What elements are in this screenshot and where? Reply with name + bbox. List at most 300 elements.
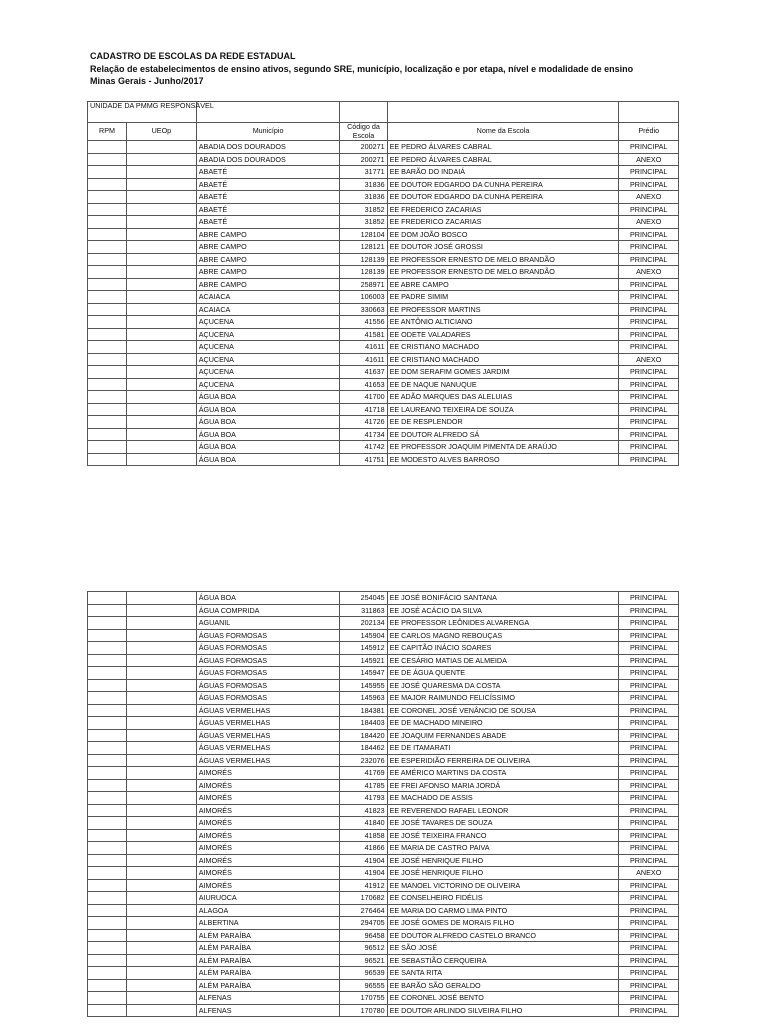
predio-cell: PRINCIPAL [619,378,679,391]
table-row [88,191,679,204]
codigo-cell: 41556 [340,316,387,329]
municipio-cell: ÁGUAS VERMELHAS [196,717,340,730]
table-row [88,278,679,291]
table-row [88,817,679,830]
municipio-cell: AIMORÉS [196,842,340,855]
predio-cell: PRINCIPAL [619,842,679,855]
municipio-cell: ABADIA DOS DOURADOS [196,153,340,166]
table-row [88,178,679,191]
municipio-cell: ABAETÉ [196,191,340,204]
codigo-cell: 96458 [340,929,387,942]
rpm-cell [88,629,127,642]
ueop-cell [126,428,196,441]
municipio-cell: ÁGUA BOA [196,403,340,416]
rpm-cell [88,366,127,379]
rpm-cell [88,428,127,441]
rpm-cell [88,729,127,742]
rpm-cell [88,817,127,830]
nome-escola-cell: EE MANOEL VICTORINO DE OLIVEIRA [387,879,619,892]
nome-escola-cell: EE FREI AFONSO MARIA JORDÁ [387,779,619,792]
municipio-cell: ÁGUAS FORMOSAS [196,629,340,642]
ueop-cell [126,704,196,717]
predio-cell: PRINCIPAL [619,328,679,341]
municipio-cell: ÁGUA COMPRIDA [196,604,340,617]
table-row [88,316,679,329]
header-blank [340,102,387,123]
codigo-cell: 41866 [340,842,387,855]
header-rpm: RPM [88,123,127,141]
ueop-cell [126,754,196,767]
rpm-cell [88,767,127,780]
municipio-cell: ÁGUA BOA [196,441,340,454]
ueop-cell [126,453,196,466]
predio-cell: PRINCIPAL [619,228,679,241]
municipio-cell: ÁGUAS FORMOSAS [196,654,340,667]
rpm-cell [88,904,127,917]
table-row [88,153,679,166]
table-row [88,967,679,980]
codigo-cell: 232076 [340,754,387,767]
table-row [88,453,679,466]
codigo-cell: 145963 [340,692,387,705]
nome-escola-cell: EE PROFESSOR MARTINS [387,303,619,316]
municipio-cell: ÁGUAS FORMOSAS [196,692,340,705]
municipio-cell: AIMORÉS [196,817,340,830]
ueop-cell [126,604,196,617]
table-row [88,742,679,755]
ueop-cell [126,592,196,605]
rpm-cell [88,929,127,942]
table-row [88,353,679,366]
codigo-cell: 184403 [340,717,387,730]
predio-cell: PRINCIPAL [619,1004,679,1017]
nome-escola-cell: EE CORONEL JOSÉ VENÂNCIO DE SOUSA [387,704,619,717]
predio-cell: PRINCIPAL [619,754,679,767]
municipio-cell: ÁGUAS FORMOSAS [196,679,340,692]
ueop-cell [126,153,196,166]
ueop-cell [126,629,196,642]
table-row [88,203,679,216]
codigo-cell: 41611 [340,341,387,354]
codigo-cell: 128139 [340,266,387,279]
predio-cell: PRINCIPAL [619,729,679,742]
codigo-cell: 106003 [340,291,387,304]
table-row [88,992,679,1005]
ueop-cell [126,441,196,454]
municipio-cell: ALÉM PARAÍBA [196,929,340,942]
municipio-cell: ABAETÉ [196,166,340,179]
rpm-cell [88,241,127,254]
ueop-cell [126,717,196,730]
codigo-cell: 96521 [340,954,387,967]
table-row [88,679,679,692]
municipio-cell: AÇUCENA [196,341,340,354]
municipio-cell: AIMORÉS [196,767,340,780]
nome-escola-cell: EE MARIA DO CARMO LIMA PINTO [387,904,619,917]
rpm-cell [88,453,127,466]
table-row [88,717,679,730]
codigo-cell: 170682 [340,892,387,905]
nome-escola-cell: EE LAUREANO TEIXEIRA DE SOUZA [387,403,619,416]
table-row [88,617,679,630]
rpm-cell [88,604,127,617]
rpm-cell [88,391,127,404]
table-row [88,867,679,880]
rpm-cell [88,1004,127,1017]
nome-escola-cell: EE JOSÉ HENRIQUE FILHO [387,854,619,867]
nome-escola-cell: EE PADRE SIMIM [387,291,619,304]
ueop-cell [126,967,196,980]
codigo-cell: 41904 [340,867,387,880]
municipio-cell: AÇUCENA [196,366,340,379]
table-row [88,942,679,955]
municipio-cell: ÁGUA BOA [196,428,340,441]
ueop-cell [126,303,196,316]
rpm-cell [88,992,127,1005]
predio-cell: PRINCIPAL [619,316,679,329]
nome-escola-cell: EE JOSÉ TEIXEIRA FRANCO [387,829,619,842]
municipio-cell: AIMORÉS [196,854,340,867]
ueop-cell [126,917,196,930]
nome-escola-cell: EE SANTA RITA [387,967,619,980]
table-row [88,228,679,241]
rpm-cell [88,316,127,329]
table-row [88,1004,679,1017]
ueop-cell [126,341,196,354]
municipio-cell: ÁGUA BOA [196,416,340,429]
codigo-cell: 41823 [340,804,387,817]
codigo-cell: 41581 [340,328,387,341]
rpm-cell [88,917,127,930]
municipio-cell: AIMORÉS [196,867,340,880]
ueop-cell [126,692,196,705]
nome-escola-cell: EE DE NAQUE NANUQUE [387,378,619,391]
codigo-cell: 184381 [340,704,387,717]
ueop-cell [126,792,196,805]
codigo-cell: 41653 [340,378,387,391]
nome-escola-cell: EE SÃO JOSÉ [387,942,619,955]
table-row [88,854,679,867]
codigo-cell: 41726 [340,416,387,429]
ueop-cell [126,842,196,855]
municipio-cell: AÇUCENA [196,378,340,391]
table-body-page-1 [88,141,679,466]
municipio-cell: ÁGUAS VERMELHAS [196,704,340,717]
predio-cell: PRINCIPAL [619,804,679,817]
rpm-cell [88,203,127,216]
predio-cell: PRINCIPAL [619,303,679,316]
codigo-cell: 184462 [340,742,387,755]
codigo-cell: 41734 [340,428,387,441]
ueop-cell [126,266,196,279]
nome-escola-cell: EE DE ÁGUA QUENTE [387,667,619,680]
header-ueop: UEOp [126,123,196,141]
nome-escola-cell: EE SEBASTIÃO CERQUEIRA [387,954,619,967]
municipio-cell: AIMORÉS [196,804,340,817]
predio-cell: PRINCIPAL [619,654,679,667]
rpm-cell [88,692,127,705]
nome-escola-cell: EE ODETE VALADARES [387,328,619,341]
table-row [88,729,679,742]
nome-escola-cell: EE CRISTIANO MACHADO [387,341,619,354]
predio-cell: PRINCIPAL [619,203,679,216]
nome-escola-cell: EE PROFESSOR ERNESTO DE MELO BRANDÃO [387,266,619,279]
rpm-cell [88,829,127,842]
table-row [88,917,679,930]
ueop-cell [126,203,196,216]
table-row [88,829,679,842]
nome-escola-cell: EE MACHADO DE ASSIS [387,792,619,805]
predio-cell: PRINCIPAL [619,291,679,304]
nome-escola-cell: EE DE ITAMARATI [387,742,619,755]
table-row [88,328,679,341]
predio-cell: PRINCIPAL [619,792,679,805]
ueop-cell [126,328,196,341]
rpm-cell [88,178,127,191]
nome-escola-cell: EE JOSÉ GOMES DE MORAIS FILHO [387,917,619,930]
ueop-cell [126,353,196,366]
predio-cell: PRINCIPAL [619,453,679,466]
ueop-cell [126,191,196,204]
codigo-cell: 41718 [340,403,387,416]
predio-cell: PRINCIPAL [619,879,679,892]
nome-escola-cell: EE PEDRO ÁLVARES CABRAL [387,153,619,166]
municipio-cell: ABAETÉ [196,203,340,216]
codigo-cell: 41637 [340,366,387,379]
nome-escola-cell: EE BARÃO SÃO GERALDO [387,979,619,992]
nome-escola-cell: EE DOUTOR ALFREDO CASTELO BRANCO [387,929,619,942]
predio-cell: PRINCIPAL [619,979,679,992]
rpm-cell [88,979,127,992]
predio-cell: PRINCIPAL [619,428,679,441]
ueop-cell [126,929,196,942]
rpm-cell [88,228,127,241]
nome-escola-cell: EE DOM JOÃO BOSCO [387,228,619,241]
table-row [88,629,679,642]
codigo-cell: 170780 [340,1004,387,1017]
predio-cell: PRINCIPAL [619,992,679,1005]
rpm-cell [88,792,127,805]
municipio-cell: ACAIACA [196,303,340,316]
nome-escola-cell: EE DE RESPLENDOR [387,416,619,429]
ueop-cell [126,854,196,867]
predio-cell: PRINCIPAL [619,617,679,630]
codigo-cell: 41769 [340,767,387,780]
nome-escola-cell: EE ANTÔNIO ALTICIANO [387,316,619,329]
ueop-cell [126,291,196,304]
rpm-cell [88,403,127,416]
table-row [88,792,679,805]
nome-escola-cell: EE PROFESSOR LEÔNIDES ALVARENGA [387,617,619,630]
header-blank [619,102,679,123]
codigo-cell: 41611 [340,353,387,366]
ueop-cell [126,278,196,291]
rpm-cell [88,779,127,792]
predio-cell: PRINCIPAL [619,403,679,416]
table-row [88,754,679,767]
municipio-cell: ALÉM PARAÍBA [196,942,340,955]
ueop-cell [126,667,196,680]
municipio-cell: ABAETÉ [196,216,340,229]
codigo-cell: 184420 [340,729,387,742]
table-row [88,592,679,605]
municipio-cell: ALÉM PARAÍBA [196,979,340,992]
rpm-cell [88,717,127,730]
nome-escola-cell: EE PROFESSOR ERNESTO DE MELO BRANDÃO [387,253,619,266]
nome-escola-cell: EE CRISTIANO MACHADO [387,353,619,366]
nome-escola-cell: EE ADÃO MARQUES DAS ALELUIAS [387,391,619,404]
table-row [88,416,679,429]
predio-cell: ANEXO [619,266,679,279]
municipio-cell: AIURUOCA [196,892,340,905]
table-row [88,904,679,917]
predio-cell: PRINCIPAL [619,441,679,454]
municipio-cell: ALFENAS [196,1004,340,1017]
predio-cell: ANEXO [619,216,679,229]
nome-escola-cell: EE BARÃO DO INDAIÁ [387,166,619,179]
ueop-cell [126,679,196,692]
rpm-cell [88,642,127,655]
nome-escola-cell: EE JOSÉ QUARESMA DA COSTA [387,679,619,692]
codigo-cell: 41904 [340,854,387,867]
document-region-date: Minas Gerais - Junho/2017 [90,76,204,86]
predio-cell: PRINCIPAL [619,767,679,780]
codigo-cell: 128139 [340,253,387,266]
ueop-cell [126,979,196,992]
codigo-cell: 41793 [340,792,387,805]
codigo-cell: 200271 [340,141,387,154]
codigo-cell: 145912 [340,642,387,655]
nome-escola-cell: EE MARIA DE CASTRO PAIVA [387,842,619,855]
nome-escola-cell: EE REVERENDO RAFAEL LEONOR [387,804,619,817]
predio-cell: PRINCIPAL [619,817,679,830]
rpm-cell [88,879,127,892]
ueop-cell [126,817,196,830]
table-row [88,654,679,667]
header-codigo: Código da Escola [340,123,387,141]
codigo-cell: 128104 [340,228,387,241]
nome-escola-cell: EE JOSÉ TAVARES DE SOUZA [387,817,619,830]
predio-cell: PRINCIPAL [619,904,679,917]
rpm-cell [88,441,127,454]
table-body-page-2 [88,592,679,1017]
municipio-cell: ÁGUA BOA [196,592,340,605]
municipio-cell: ABRE CAMPO [196,228,340,241]
rpm-cell [88,854,127,867]
rpm-cell [88,942,127,955]
municipio-cell: ABADIA DOS DOURADOS [196,141,340,154]
ueop-cell [126,216,196,229]
nome-escola-cell: EE CORONEL JOSÉ BENTO [387,992,619,1005]
document-title-block [90,50,750,88]
predio-cell: PRINCIPAL [619,967,679,980]
table-row [88,241,679,254]
table-row [88,954,679,967]
ueop-cell [126,892,196,905]
ueop-cell [126,904,196,917]
rpm-cell [88,166,127,179]
ueop-cell [126,729,196,742]
rpm-cell [88,303,127,316]
ueop-cell [126,992,196,1005]
predio-cell: PRINCIPAL [619,629,679,642]
predio-cell: PRINCIPAL [619,341,679,354]
municipio-cell: ÁGUAS FORMOSAS [196,642,340,655]
predio-cell: PRINCIPAL [619,829,679,842]
rpm-cell [88,967,127,980]
ueop-cell [126,228,196,241]
codigo-cell: 31836 [340,191,387,204]
rpm-cell [88,654,127,667]
predio-cell: PRINCIPAL [619,717,679,730]
codigo-cell: 145921 [340,654,387,667]
rpm-cell [88,141,127,154]
municipio-cell: AIMORÉS [196,779,340,792]
rpm-cell [88,704,127,717]
codigo-cell: 96512 [340,942,387,955]
ueop-cell [126,378,196,391]
table-row [88,667,679,680]
nome-escola-cell: EE PEDRO ÁLVARES CABRAL [387,141,619,154]
table-row [88,341,679,354]
table-row [88,391,679,404]
ueop-cell [126,617,196,630]
table-row [88,767,679,780]
nome-escola-cell: EE ABRE CAMPO [387,278,619,291]
predio-cell: ANEXO [619,153,679,166]
ueop-cell [126,879,196,892]
table-row [88,441,679,454]
codigo-cell: 41700 [340,391,387,404]
predio-cell: PRINCIPAL [619,692,679,705]
table-row [88,403,679,416]
table-row [88,892,679,905]
header-pmmg-unit: UNIDADE DA PMMG RESPONSÁVEL [88,102,197,123]
predio-cell: PRINCIPAL [619,642,679,655]
nome-escola-cell: EE CAPITÃO INÁCIO SOARES [387,642,619,655]
codigo-cell: 96555 [340,979,387,992]
nome-escola-cell: EE FREDERICO ZACARIAS [387,203,619,216]
nome-escola-cell: EE DE MACHADO MINEIRO [387,717,619,730]
ueop-cell [126,316,196,329]
codigo-cell: 258971 [340,278,387,291]
table-row [88,216,679,229]
municipio-cell: ABRE CAMPO [196,253,340,266]
predio-cell: PRINCIPAL [619,854,679,867]
ueop-cell [126,942,196,955]
municipio-cell: ABRE CAMPO [196,241,340,254]
codigo-cell: 330663 [340,303,387,316]
ueop-cell [126,253,196,266]
predio-cell: PRINCIPAL [619,141,679,154]
nome-escola-cell: EE DOM SERAFIM GOMES JARDIM [387,366,619,379]
ueop-cell [126,1004,196,1017]
table-row [88,879,679,892]
nome-escola-cell: EE DOUTOR EDGARDO DA CUNHA PEREIRA [387,191,619,204]
municipio-cell: AIMORÉS [196,829,340,842]
codigo-cell: 170755 [340,992,387,1005]
ueop-cell [126,742,196,755]
municipio-cell: ABAETÉ [196,178,340,191]
rpm-cell [88,378,127,391]
header-blank [196,102,340,123]
ueop-cell [126,829,196,842]
codigo-cell: 294705 [340,917,387,930]
header-nome-escola: Nome da Escola [387,123,619,141]
codigo-cell: 41912 [340,879,387,892]
ueop-cell [126,366,196,379]
table-row [88,804,679,817]
